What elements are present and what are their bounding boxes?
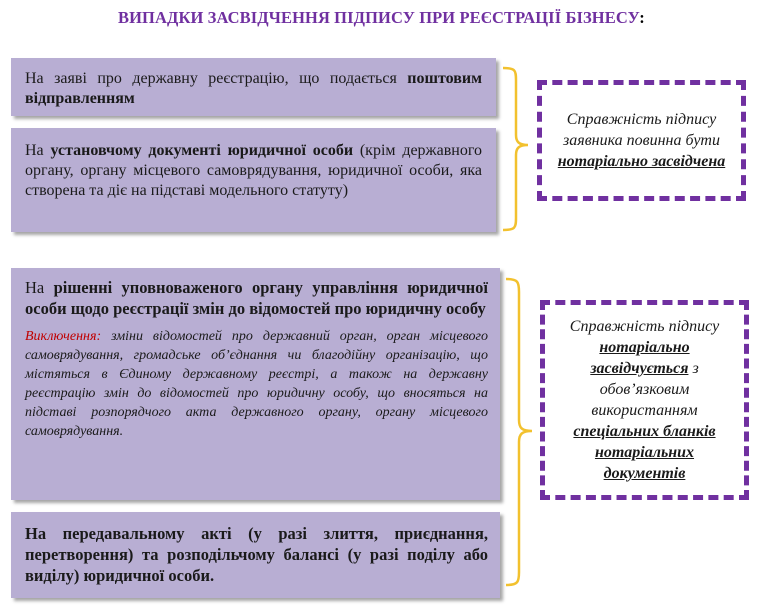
group2-item1-bold: рішенні уповноваженого органу управління юридичної особи щодо реєстрації змін до відомостей про юридичну особу [25,278,488,318]
group1-item1-bold: поштовим відправленням [25,70,482,107]
group2-item2-bold: На передавальному акті (у разі злиття, приєднання, перетворення) та розподільчому балансі (у разі поділу або виділу) юридичної особи. [25,524,488,585]
group2-note-underlined-b: спеціальних бланків нотаріальних документів [573,423,716,482]
group2-item1-text: На [25,278,54,297]
group1-note-text-a: Справжність підпису заявника повинна бути [563,111,720,149]
exception-label: Виключення: [25,329,102,344]
page-title-colon: : [639,8,645,27]
brace-group2 [506,279,532,585]
group1-item1-text: На заяві про державну реєстрацію, що подається [25,70,408,87]
group1-note-underlined: нотаріально засвідчена [557,153,726,170]
group2-note-text-b: з обов’язковим використанням [591,360,699,419]
group1-item2-text-a: На [25,142,51,159]
group1-item2-text-b: (крім державного органу, органу місцевого самоврядування, юридичної особи, яка створена та діє на підставі модельного статуту) [25,142,482,199]
group2-note-underlined-a: нотаріально засвідчується [590,339,690,377]
exception-text: зміни відомостей про державний орган, орган місцевого самоврядування, громадське об’єднання чи благодійну організацію, що містяться в Єдиному державному реєстрі, а також на державну реєстрацію змін до відомостей про юридичну особу, що вносяться на підставі розпорядчого акта державного органу, органу місцевого самоврядування. [25,329,488,439]
group1-item2-bold: установчому документі юридичної особи [50,142,354,159]
group2-note-text-a: Справжність підпису [569,318,720,335]
brace-group1 [503,68,528,230]
page-title-text: ВИПАДКИ ЗАСВІДЧЕННЯ ПІДПИСУ ПРИ РЕЄСТРАЦІЇ БІЗНЕСУ [118,8,640,27]
